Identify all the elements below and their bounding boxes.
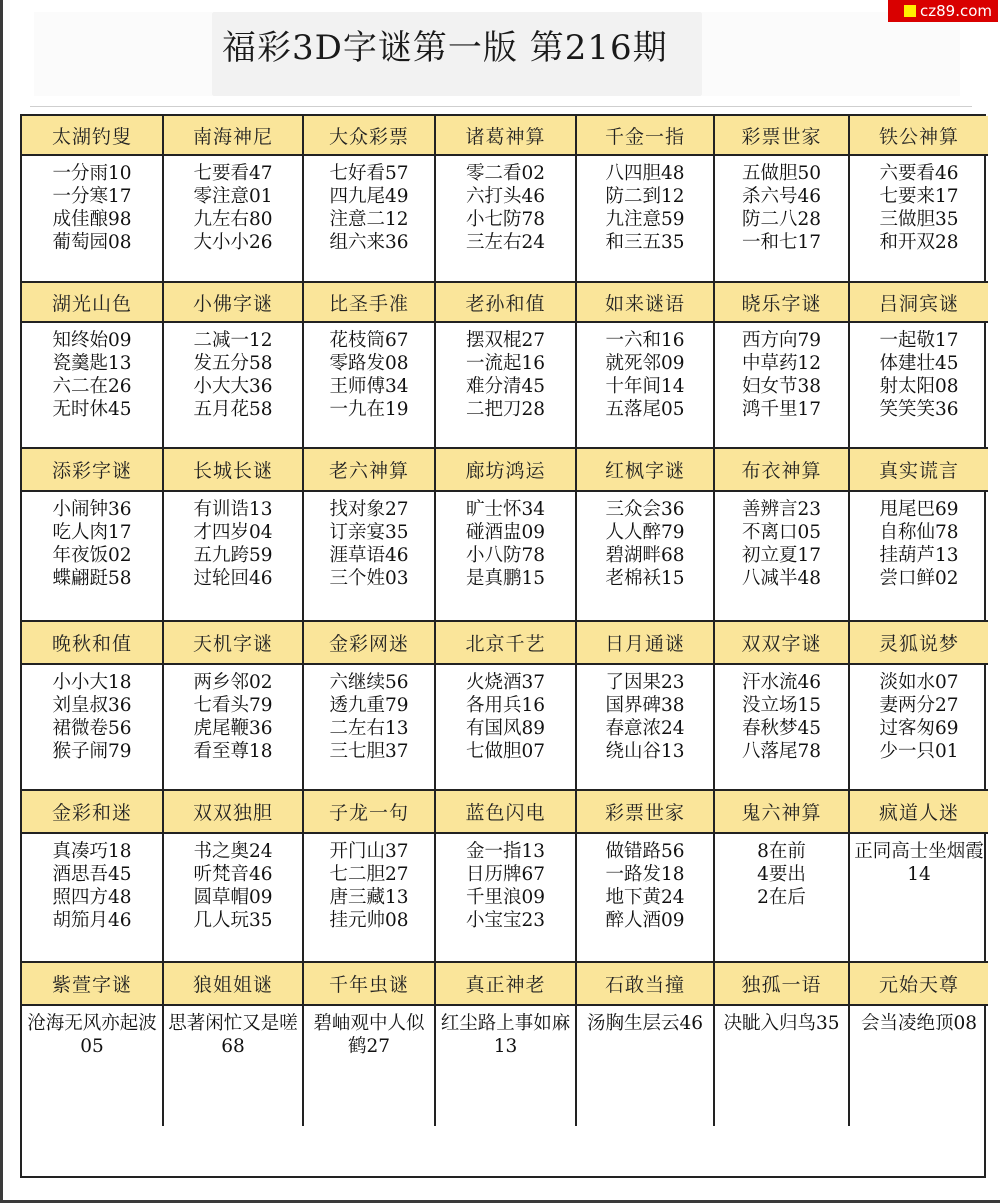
riddle-line: 过轮回46: [193, 568, 273, 589]
column-header: 双双独胆: [164, 791, 304, 834]
riddle-line: 小七防78: [465, 209, 546, 230]
riddle-line: 杀六号46: [741, 186, 822, 207]
riddle-cell: [577, 665, 715, 791]
riddle-line: 订亲宴35: [329, 522, 409, 543]
column-header: 千金一指: [577, 116, 715, 156]
riddle-line: 零二看02: [465, 163, 546, 184]
riddle-cell: [436, 1006, 577, 1126]
riddle-line: 是真鹏15: [465, 568, 546, 589]
riddle-line: 八四胆48: [605, 163, 685, 184]
riddle-line: 4要出: [757, 864, 806, 885]
column-header: 红枫字谜: [577, 449, 715, 492]
riddle-cell: [304, 665, 436, 791]
riddle-cell: [304, 834, 436, 963]
column-header: 湖光山色: [22, 283, 164, 323]
riddle-line: 西方向79: [741, 330, 822, 351]
riddle-cell: [850, 492, 988, 622]
riddle-cell: [850, 834, 988, 963]
riddle-line: 一路发18: [605, 864, 685, 885]
column-header: 吕洞宾谜: [850, 283, 988, 323]
riddle-line: 透九重79: [329, 695, 409, 716]
riddle-cell: [22, 1006, 164, 1126]
riddle-line: 淡如水07: [879, 672, 959, 693]
riddle-cell: [850, 323, 988, 449]
riddle-line: 会当凌绝顶08: [860, 1013, 978, 1034]
column-header: 晚秋和值: [22, 622, 164, 665]
column-header: 长城长谜: [164, 449, 304, 492]
riddle-line: 七要看47: [193, 163, 273, 184]
riddle-line: 春秋梦45: [741, 718, 822, 739]
riddle-line: 三个姓03: [329, 568, 409, 589]
riddle-line: 射太阳08: [879, 376, 959, 397]
riddle-cell: [436, 323, 577, 449]
riddle-line: 国界碑38: [605, 695, 685, 716]
column-header: 天机字谜: [164, 622, 304, 665]
riddle-cell: [850, 665, 988, 791]
riddle-line: 书之奥24: [193, 841, 273, 862]
riddle-line: 人人醉79: [605, 522, 685, 543]
riddle-line: 听梵音46: [193, 864, 273, 885]
riddle-line: 决眦入归鸟35: [723, 1013, 840, 1034]
riddle-line: 思著闲忙又是嗟68: [168, 1013, 298, 1057]
column-header: 真实谎言: [850, 449, 988, 492]
column-header: 添彩字谜: [22, 449, 164, 492]
riddle-line: 体建壮45: [879, 353, 959, 374]
riddle-cell: [22, 834, 164, 963]
column-header: 元始天尊: [850, 963, 988, 1006]
title-divider: [30, 106, 972, 107]
riddle-line: 七看头79: [193, 695, 273, 716]
riddle-line: 老棉袄15: [605, 568, 685, 589]
riddle-line: 三众会36: [605, 499, 685, 520]
riddle-cell: [164, 665, 304, 791]
riddle-line: 六要看46: [879, 163, 959, 184]
column-header: 铁公神算: [850, 116, 988, 156]
column-header: 太湖钓叟: [22, 116, 164, 156]
riddle-line: 知终始09: [52, 330, 132, 351]
column-header: 金彩网迷: [304, 622, 436, 665]
riddle-line: 唐三藏13: [329, 887, 409, 908]
riddle-line: 各用兵16: [465, 695, 546, 716]
riddle-cell: [850, 1006, 988, 1126]
riddle-line: 大小小26: [193, 232, 273, 253]
riddle-line: 几人玩35: [193, 910, 273, 931]
riddle-cell: [304, 492, 436, 622]
riddle-line: 虎尾鞭36: [193, 718, 273, 739]
site-logo[interactable]: [888, 0, 998, 22]
riddle-line: 一和七17: [741, 232, 822, 253]
riddle-line: 有训诰13: [193, 499, 273, 520]
riddle-cell: [715, 156, 850, 283]
riddle-line: 金一指13: [465, 841, 546, 862]
riddle-line: 有国风89: [465, 718, 546, 739]
riddle-line: 刘皇叔36: [52, 695, 132, 716]
riddle-line: 五九跨59: [193, 545, 273, 566]
riddle-line: 妇女节38: [741, 376, 822, 397]
riddle-line: 2在后: [757, 887, 806, 908]
riddle-line: 正同高士坐烟霞14: [854, 841, 984, 885]
riddle-line: 汤胸生层云46: [586, 1013, 704, 1034]
riddle-cell: [164, 492, 304, 622]
riddle-line: 防二八28: [741, 209, 822, 230]
riddle-line: 少一只01: [879, 741, 959, 762]
column-header: 南海神尼: [164, 116, 304, 156]
riddle-line: 二左右13: [329, 718, 409, 739]
riddle-line: 花枝筒67: [329, 330, 409, 351]
riddle-line: 尝口鲜02: [879, 568, 959, 589]
riddle-line: 妻两分27: [879, 695, 959, 716]
riddle-cell: [715, 834, 850, 963]
riddle-line: 七要来17: [879, 186, 959, 207]
riddle-line: 找对象27: [329, 499, 409, 520]
riddle-line: 六二在26: [52, 376, 132, 397]
riddle-cell: [304, 156, 436, 283]
riddle-line: 五做胆50: [741, 163, 822, 184]
riddle-line: 猴子闹79: [52, 741, 132, 762]
column-header: 石敢当撞: [577, 963, 715, 1006]
riddle-cell: [577, 492, 715, 622]
riddle-line: 醉人酒09: [605, 910, 685, 931]
column-header: 紫萱字谜: [22, 963, 164, 1006]
column-header: 疯道人迷: [850, 791, 988, 834]
riddle-cell: [715, 323, 850, 449]
riddle-line: 开门山37: [329, 841, 409, 862]
column-header: 灵狐说梦: [850, 622, 988, 665]
riddle-line: 八减半48: [741, 568, 822, 589]
column-header: 子龙一句: [304, 791, 436, 834]
riddle-line: 零路发08: [329, 353, 409, 374]
column-header: 晓乐字谜: [715, 283, 850, 323]
riddle-line: 三七胆37: [329, 741, 409, 762]
riddle-line: 和三五35: [605, 232, 685, 253]
riddle-cell: [715, 1006, 850, 1126]
column-header: 小佛字谜: [164, 283, 304, 323]
riddle-line: 了因果23: [605, 672, 685, 693]
riddle-grid: [20, 114, 986, 1178]
riddle-cell: [304, 323, 436, 449]
riddle-line: 红尘路上事如麻13: [440, 1013, 571, 1057]
column-header: 布衣神算: [715, 449, 850, 492]
riddle-cell: [164, 323, 304, 449]
title-band-right: [702, 12, 960, 96]
riddle-cell: [22, 492, 164, 622]
riddle-line: 摆双棍27: [465, 330, 546, 351]
column-header: 千年虫谜: [304, 963, 436, 1006]
riddle-line: 七二胆27: [329, 864, 409, 885]
riddle-line: 一分寒17: [52, 186, 132, 207]
riddle-line: 年夜饭02: [52, 545, 132, 566]
column-header: 日月通谜: [577, 622, 715, 665]
logo-text: cz89.com: [919, 2, 992, 20]
riddle-line: 无时休45: [52, 399, 132, 420]
riddle-line: 小大大36: [193, 376, 273, 397]
riddle-line: 沧海无风亦起波05: [27, 1013, 157, 1057]
riddle-line: 善辨言23: [741, 499, 822, 520]
riddle-line: 一起敬17: [879, 330, 959, 351]
riddle-line: 吃人肉17: [52, 522, 132, 543]
riddle-line: 二把刀28: [465, 399, 546, 420]
riddle-cell: [577, 323, 715, 449]
logo-square-icon: [904, 5, 916, 17]
riddle-line: 九左右80: [193, 209, 273, 230]
riddle-line: 中草药12: [741, 353, 822, 374]
riddle-line: 成佳酿98: [52, 209, 132, 230]
riddle-cell: [164, 834, 304, 963]
riddle-line: 二减一12: [193, 330, 273, 351]
riddle-line: 汗水流46: [741, 672, 822, 693]
riddle-line: 一九在19: [329, 399, 409, 420]
riddle-line: 裙微卷56: [52, 718, 132, 739]
riddle-cell: [577, 834, 715, 963]
column-header: 鬼六神算: [715, 791, 850, 834]
riddle-line: 六打头46: [465, 186, 546, 207]
riddle-line: 和开双28: [879, 232, 959, 253]
title-band-left: [34, 12, 212, 96]
riddle-line: 过客匆69: [879, 718, 959, 739]
riddle-cell: [436, 492, 577, 622]
riddle-line: 八落尾78: [741, 741, 822, 762]
riddle-cell: [304, 1006, 436, 1126]
riddle-line: 胡笳月46: [52, 910, 132, 931]
riddle-line: 三左右24: [465, 232, 546, 253]
column-header: 蓝色闪电: [436, 791, 577, 834]
riddle-line: 零注意01: [193, 186, 273, 207]
riddle-line: 注意二12: [329, 209, 409, 230]
riddle-line: 五落尾05: [605, 399, 685, 420]
riddle-cell: [436, 156, 577, 283]
riddle-line: 小宝宝23: [465, 910, 546, 931]
riddle-line: 照四方48: [52, 887, 132, 908]
riddle-line: 防二到12: [605, 186, 685, 207]
riddle-line: 不离口05: [741, 522, 822, 543]
column-header: 真正神老: [436, 963, 577, 1006]
riddle-line: 六继续56: [329, 672, 409, 693]
riddle-line: 碧湖畔68: [605, 545, 685, 566]
riddle-line: 8在前: [757, 841, 806, 862]
column-header: 北京千艺: [436, 622, 577, 665]
riddle-line: 初立夏17: [741, 545, 822, 566]
riddle-cell: [22, 156, 164, 283]
riddle-line: 难分清45: [465, 376, 546, 397]
riddle-cell: [436, 834, 577, 963]
riddle-line: 一六和16: [605, 330, 685, 351]
riddle-line: 涯草语46: [329, 545, 409, 566]
riddle-cell: [715, 492, 850, 622]
riddle-line: 日历牌67: [465, 864, 546, 885]
riddle-line: 才四岁04: [193, 522, 273, 543]
riddle-line: 十年间14: [605, 376, 685, 397]
riddle-line: 笑笑笑36: [879, 399, 959, 420]
riddle-line: 甩尾巴69: [879, 499, 959, 520]
riddle-cell: [577, 156, 715, 283]
riddle-cell: [850, 156, 988, 283]
column-header: 比圣手准: [304, 283, 436, 323]
riddle-line: 自称仙78: [879, 522, 959, 543]
riddle-line: 葡萄园08: [52, 232, 132, 253]
riddle-line: 鸿千里17: [741, 399, 822, 420]
column-header: 大众彩票: [304, 116, 436, 156]
riddle-line: 地下黄24: [605, 887, 685, 908]
column-header: 彩票世家: [715, 116, 850, 156]
riddle-line: 七做胆07: [465, 741, 546, 762]
column-header: 金彩和迷: [22, 791, 164, 834]
riddle-line: 火烧酒37: [465, 672, 546, 693]
riddle-line: 一分雨10: [52, 163, 132, 184]
riddle-line: 挂元帅08: [329, 910, 409, 931]
riddle-cell: [22, 323, 164, 449]
riddle-line: 七好看57: [329, 163, 409, 184]
riddle-line: 千里浪09: [465, 887, 546, 908]
riddle-cell: [22, 665, 164, 791]
riddle-cell: [577, 1006, 715, 1126]
page-left-border: [0, 0, 3, 1203]
column-header: 狼姐姐谜: [164, 963, 304, 1006]
riddle-line: 挂葫芦13: [879, 545, 959, 566]
riddle-line: 春意浓24: [605, 718, 685, 739]
riddle-cell: [715, 665, 850, 791]
column-header: 双双字谜: [715, 622, 850, 665]
column-header: 老孙和值: [436, 283, 577, 323]
column-header: 独孤一语: [715, 963, 850, 1006]
riddle-line: 圆草帽09: [193, 887, 273, 908]
riddle-line: 小八防78: [465, 545, 546, 566]
column-header: 彩票世家: [577, 791, 715, 834]
riddle-line: 一流起16: [465, 353, 546, 374]
riddle-line: 五月花58: [193, 399, 273, 420]
riddle-line: 小闹钟36: [52, 499, 132, 520]
page-title: 福彩3D字谜第一版 第216期: [222, 28, 668, 68]
riddle-line: 旷士怀34: [465, 499, 546, 520]
riddle-line: 看至尊18: [193, 741, 273, 762]
riddle-line: 酒思吾45: [52, 864, 132, 885]
riddle-cell: [164, 1006, 304, 1126]
riddle-line: 四九尾49: [329, 186, 409, 207]
column-header: 老六神算: [304, 449, 436, 492]
column-header: 诸葛神算: [436, 116, 577, 156]
riddle-line: 小小大18: [52, 672, 132, 693]
riddle-line: 蝶翩跹58: [52, 568, 132, 589]
riddle-line: 就死邻09: [605, 353, 685, 374]
riddle-line: 组六来36: [329, 232, 409, 253]
column-header: 如来谜语: [577, 283, 715, 323]
riddle-line: 真凑巧18: [52, 841, 132, 862]
riddle-line: 做错路56: [605, 841, 685, 862]
riddle-line: 没立场15: [741, 695, 822, 716]
riddle-line: 发五分58: [193, 353, 273, 374]
riddle-line: 碰酒盅09: [465, 522, 546, 543]
riddle-line: 两乡邻02: [193, 672, 273, 693]
riddle-line: 三做胆35: [879, 209, 959, 230]
riddle-line: 瓷羹匙13: [52, 353, 132, 374]
column-header: 廊坊鸿运: [436, 449, 577, 492]
riddle-line: 绕山谷13: [605, 741, 685, 762]
riddle-line: 九注意59: [605, 209, 685, 230]
riddle-line: 王师傅34: [329, 376, 409, 397]
riddle-line: 碧岫观中人似鹤27: [313, 1013, 425, 1057]
riddle-cell: [164, 156, 304, 283]
riddle-cell: [436, 665, 577, 791]
